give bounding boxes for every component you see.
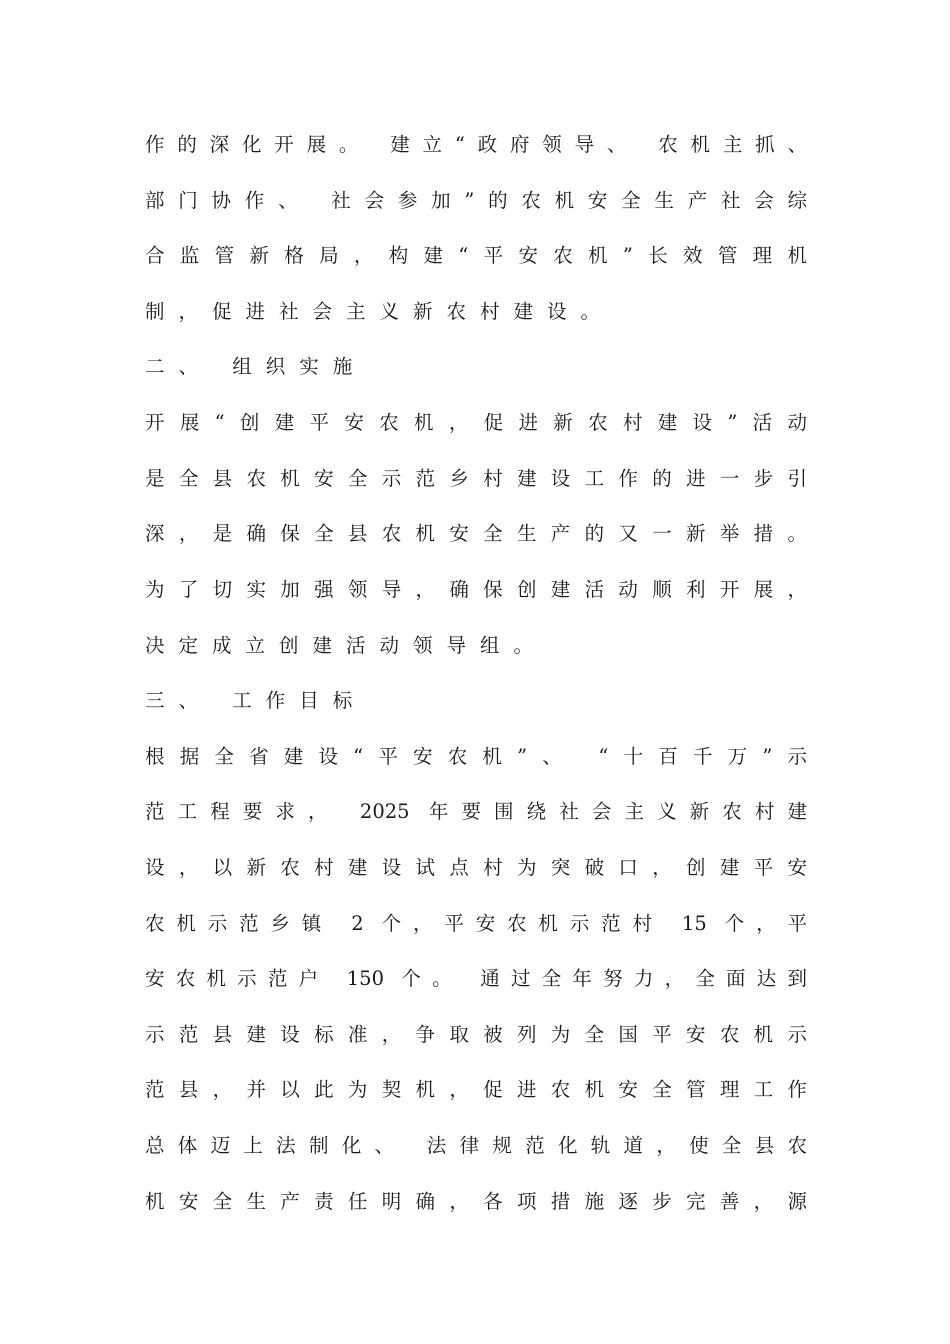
text-line: 安农机示范户 150 个。 通过全年努力，全面达到 [145,967,807,990]
text-line: 作的深化开展。 建立“政府领导、 农机主抓、 [145,133,807,156]
text-line: 示范县建设标准，争取被列为全国平安农机示 [145,1023,807,1046]
text-line: 总体迈上法制化、 法律规范化轨道，使全县农 [145,1134,807,1157]
text-line: 部门协作、 社会参加”的农机安全生产社会综 [145,189,807,212]
text-line: 机安全生产责任明确，各项措施逐步完善，源 [145,1190,807,1213]
section-heading: 二、 组织实施 [145,355,367,378]
text-line: 决定成立创建活动领导组。 [145,634,548,657]
text-line: 农机示范乡镇 2 个，平安农机示范村 15 个，平 [145,912,807,935]
text-line: 深，是确保全县农机安全生产的又一新举措。 [145,522,807,545]
text-line: 开展“创建平安农机，促进新农村建设”活动 [145,411,807,434]
text-line: 根据全省建设“平安农机”、 “十百千万”示 [145,745,807,768]
section-heading: 三、 工作目标 [145,689,367,712]
text-line: 设，以新农村建设试点村为突破口，创建平安 [145,856,807,879]
text-line: 范工程要求， 2025 年要围绕社会主义新农村建 [145,800,807,823]
text-line: 是全县农机安全示范乡村建设工作的进一步引 [145,467,807,490]
text-line: 合监管新格局，构建“平安农机”长效管理机 [145,244,807,267]
text-line: 范县，并以此为契机，促进农机安全管理工作 [145,1078,807,1101]
text-line: 制，促进社会主义新农村建设。 [145,300,615,323]
text-line: 为了切实加强领导，确保创建活动顺利开展， [145,578,807,601]
